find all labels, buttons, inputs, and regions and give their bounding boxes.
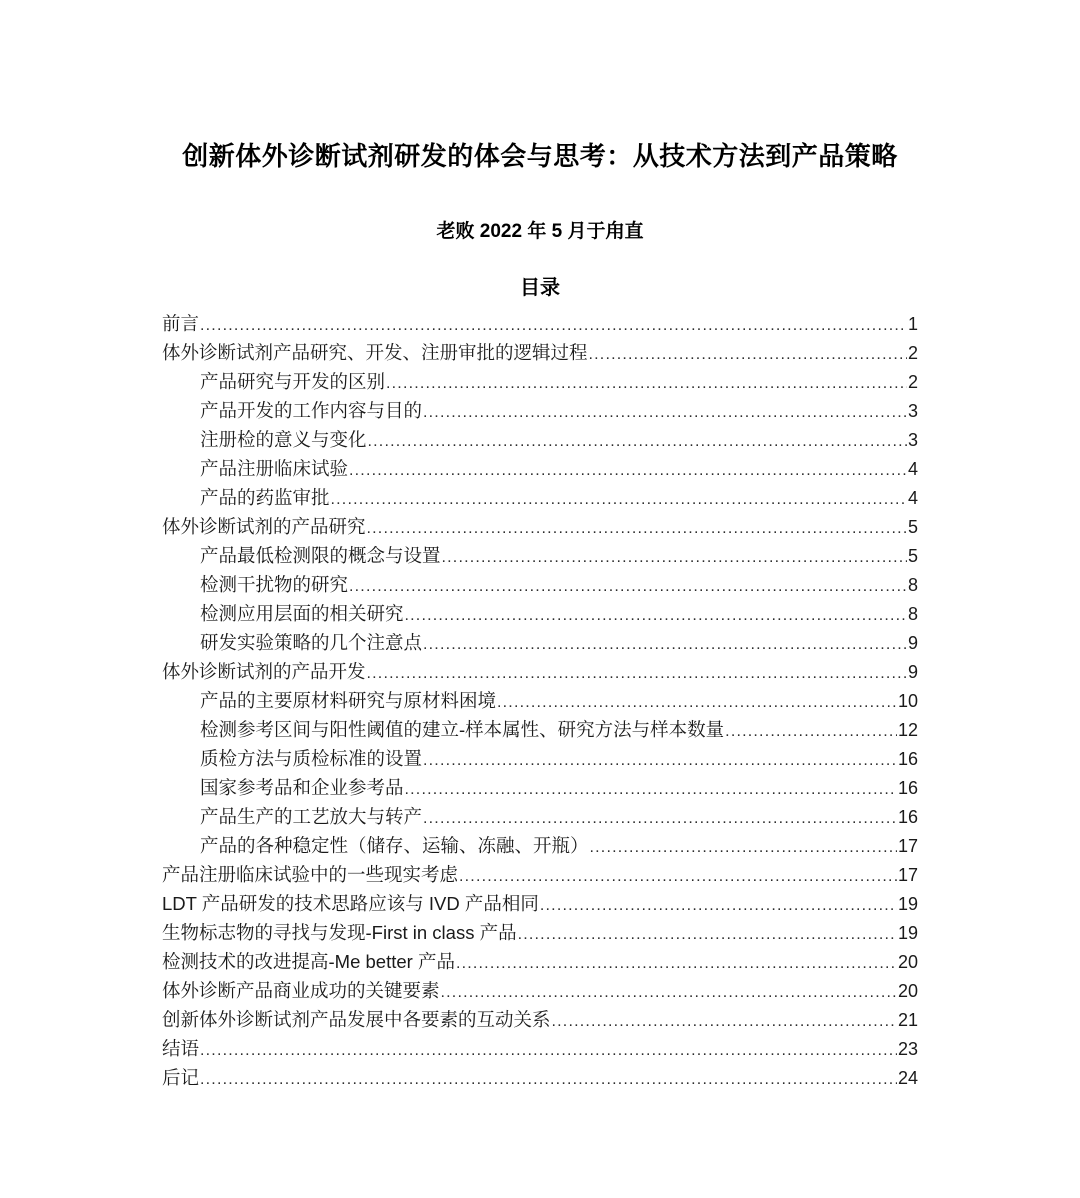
toc-entry[interactable] bbox=[162, 976, 918, 1005]
toc-entry[interactable] bbox=[162, 396, 918, 425]
toc-page-number: 12 bbox=[897, 720, 918, 740]
toc-entry[interactable] bbox=[162, 860, 918, 889]
toc-dot-leader bbox=[200, 309, 907, 340]
toc-dot-leader bbox=[456, 947, 897, 978]
toc-entry-label: 体外诊断试剂的产品研究 bbox=[162, 516, 366, 537]
toc-entry-label: 产品的药监审批 bbox=[200, 487, 330, 508]
toc-entry[interactable] bbox=[162, 512, 918, 541]
toc-entry[interactable] bbox=[162, 947, 918, 976]
toc-entry-label: 结语 bbox=[162, 1038, 200, 1059]
toc-entry[interactable] bbox=[162, 715, 918, 744]
toc-page-number: 9 bbox=[907, 633, 918, 653]
toc-page-number: 20 bbox=[897, 952, 918, 972]
toc-dot-leader bbox=[367, 657, 907, 688]
toc-entry-label: 检测技术的改进提高-Me better 产品 bbox=[162, 951, 455, 972]
toc-page-number: 2 bbox=[907, 372, 918, 392]
toc-entry-label: 检测干扰物的研究 bbox=[200, 574, 349, 595]
toc-entry-label: 产品最低检测限的概念与设置 bbox=[200, 545, 441, 566]
toc-entry-label: 体外诊断试剂产品研究、开发、注册审批的逻辑过程 bbox=[162, 342, 588, 363]
toc-entry[interactable] bbox=[162, 367, 918, 396]
toc-page-number: 2 bbox=[907, 343, 918, 363]
toc-entry[interactable] bbox=[162, 309, 918, 338]
toc-entry[interactable] bbox=[162, 1005, 918, 1034]
toc-page-number: 9 bbox=[907, 662, 918, 682]
toc-page-number: 5 bbox=[907, 546, 918, 566]
toc-dot-leader bbox=[331, 483, 907, 514]
toc-entry-label: 产品的主要原材料研究与原材料困境 bbox=[200, 690, 497, 711]
toc-page-number: 3 bbox=[907, 401, 918, 421]
toc-page-number: 5 bbox=[907, 517, 918, 537]
toc-entry-label: 检测应用层面的相关研究 bbox=[200, 603, 404, 624]
toc-dot-leader bbox=[423, 744, 897, 775]
toc-page-number: 21 bbox=[897, 1010, 918, 1030]
toc-page-number: 1 bbox=[907, 314, 918, 334]
toc-entry-label: 研发实验策略的几个注意点 bbox=[200, 632, 423, 653]
toc-entry-label: 产品生产的工艺放大与转产 bbox=[200, 806, 423, 827]
toc-dot-leader bbox=[589, 338, 907, 369]
toc-page-number: 24 bbox=[897, 1068, 918, 1088]
toc-entry[interactable] bbox=[162, 831, 918, 860]
toc-entry[interactable] bbox=[162, 454, 918, 483]
toc-dot-leader bbox=[423, 396, 907, 427]
toc-entry-label: 体外诊断试剂的产品开发 bbox=[162, 661, 366, 682]
toc-dot-leader bbox=[349, 454, 907, 485]
toc-entry-label: 产品研究与开发的区别 bbox=[200, 371, 386, 392]
toc-entry[interactable] bbox=[162, 889, 918, 918]
toc-entry-label: 质检方法与质检标准的设置 bbox=[200, 748, 423, 769]
toc-heading: 目录 bbox=[520, 277, 560, 299]
toc-entry[interactable] bbox=[162, 599, 918, 628]
toc-dot-leader bbox=[590, 831, 897, 862]
toc-page-number: 16 bbox=[897, 778, 918, 798]
toc-dot-leader bbox=[441, 976, 897, 1007]
toc-page-number: 17 bbox=[897, 836, 918, 856]
toc-entry-label: 创新体外诊断试剂产品发展中各要素的互动关系 bbox=[162, 1009, 551, 1030]
toc-entry-label: 前言 bbox=[162, 313, 200, 334]
toc-entry-label: 注册检的意义与变化 bbox=[200, 429, 367, 450]
toc-page-number: 23 bbox=[897, 1039, 918, 1059]
toc-entry[interactable] bbox=[162, 628, 918, 657]
toc-dot-leader bbox=[405, 599, 907, 630]
document-title: 创新体外诊断试剂研发的体会与思考：从技术方法到产品策略 bbox=[182, 141, 898, 171]
toc-entry[interactable] bbox=[162, 918, 918, 947]
toc-entry-label: 体外诊断产品商业成功的关键要素 bbox=[162, 980, 440, 1001]
toc-entry-label: 产品注册临床试验 bbox=[200, 458, 349, 479]
toc-page-number: 16 bbox=[897, 749, 918, 769]
toc-dot-leader bbox=[423, 802, 897, 833]
toc-entry[interactable] bbox=[162, 686, 918, 715]
toc-page-number: 3 bbox=[907, 430, 918, 450]
toc-entry-label: 生物标志物的寻找与发现-First in class 产品 bbox=[162, 922, 517, 943]
toc-page-number: 19 bbox=[897, 894, 918, 914]
toc-page-number: 16 bbox=[897, 807, 918, 827]
toc-dot-leader bbox=[200, 1063, 897, 1094]
toc-page-number: 8 bbox=[907, 575, 918, 595]
toc-page-number: 19 bbox=[897, 923, 918, 943]
toc-dot-leader bbox=[540, 889, 897, 920]
toc-dot-leader bbox=[386, 367, 907, 398]
toc-dot-leader bbox=[518, 918, 897, 949]
toc-page-number: 4 bbox=[907, 488, 918, 508]
toc-page-number: 4 bbox=[907, 459, 918, 479]
toc-entry-label: 产品注册临床试验中的一些现实考虑 bbox=[162, 864, 459, 885]
toc-page-number: 10 bbox=[897, 691, 918, 711]
toc-entry[interactable] bbox=[162, 802, 918, 831]
toc-entry-label: LDT 产品研发的技术思路应该与 IVD 产品相同 bbox=[162, 893, 539, 914]
toc-list bbox=[162, 309, 918, 1092]
toc-entry-label: 后记 bbox=[162, 1067, 200, 1088]
byline: 老败 2022 年 5 月于甪直 bbox=[436, 221, 644, 242]
toc-entry[interactable] bbox=[162, 657, 918, 686]
toc-page-number: 20 bbox=[897, 981, 918, 1001]
toc-dot-leader bbox=[725, 715, 897, 746]
toc-dot-leader bbox=[459, 860, 897, 891]
toc-entry[interactable] bbox=[162, 1034, 918, 1063]
toc-entry[interactable] bbox=[162, 338, 918, 367]
toc-entry-label: 检测参考区间与阳性阈值的建立-样本属性、研究方法与样本数量 bbox=[200, 719, 725, 740]
toc-dot-leader bbox=[552, 1005, 897, 1036]
toc-entry[interactable] bbox=[162, 483, 918, 512]
toc-page-number: 8 bbox=[907, 604, 918, 624]
toc-dot-leader bbox=[405, 773, 897, 804]
toc-entry[interactable] bbox=[162, 541, 918, 570]
toc-dot-leader bbox=[367, 512, 907, 543]
toc-entry[interactable] bbox=[162, 773, 918, 802]
toc-dot-leader bbox=[442, 541, 907, 572]
toc-entry[interactable] bbox=[162, 744, 918, 773]
toc-entry-label: 产品的各种稳定性（储存、运输、冻融、开瓶） bbox=[200, 835, 589, 856]
toc-dot-leader bbox=[423, 628, 907, 659]
toc-entry-label: 国家参考品和企业参考品 bbox=[200, 777, 404, 798]
toc-dot-leader bbox=[368, 425, 907, 456]
toc-entry[interactable] bbox=[162, 1063, 918, 1092]
toc-dot-leader bbox=[349, 570, 907, 601]
toc-entry-label: 产品开发的工作内容与目的 bbox=[200, 400, 423, 421]
toc-dot-leader bbox=[497, 686, 897, 717]
toc-dot-leader bbox=[200, 1034, 897, 1065]
toc-page-number: 17 bbox=[897, 865, 918, 885]
toc-entry[interactable] bbox=[162, 425, 918, 454]
toc-entry[interactable] bbox=[162, 570, 918, 599]
